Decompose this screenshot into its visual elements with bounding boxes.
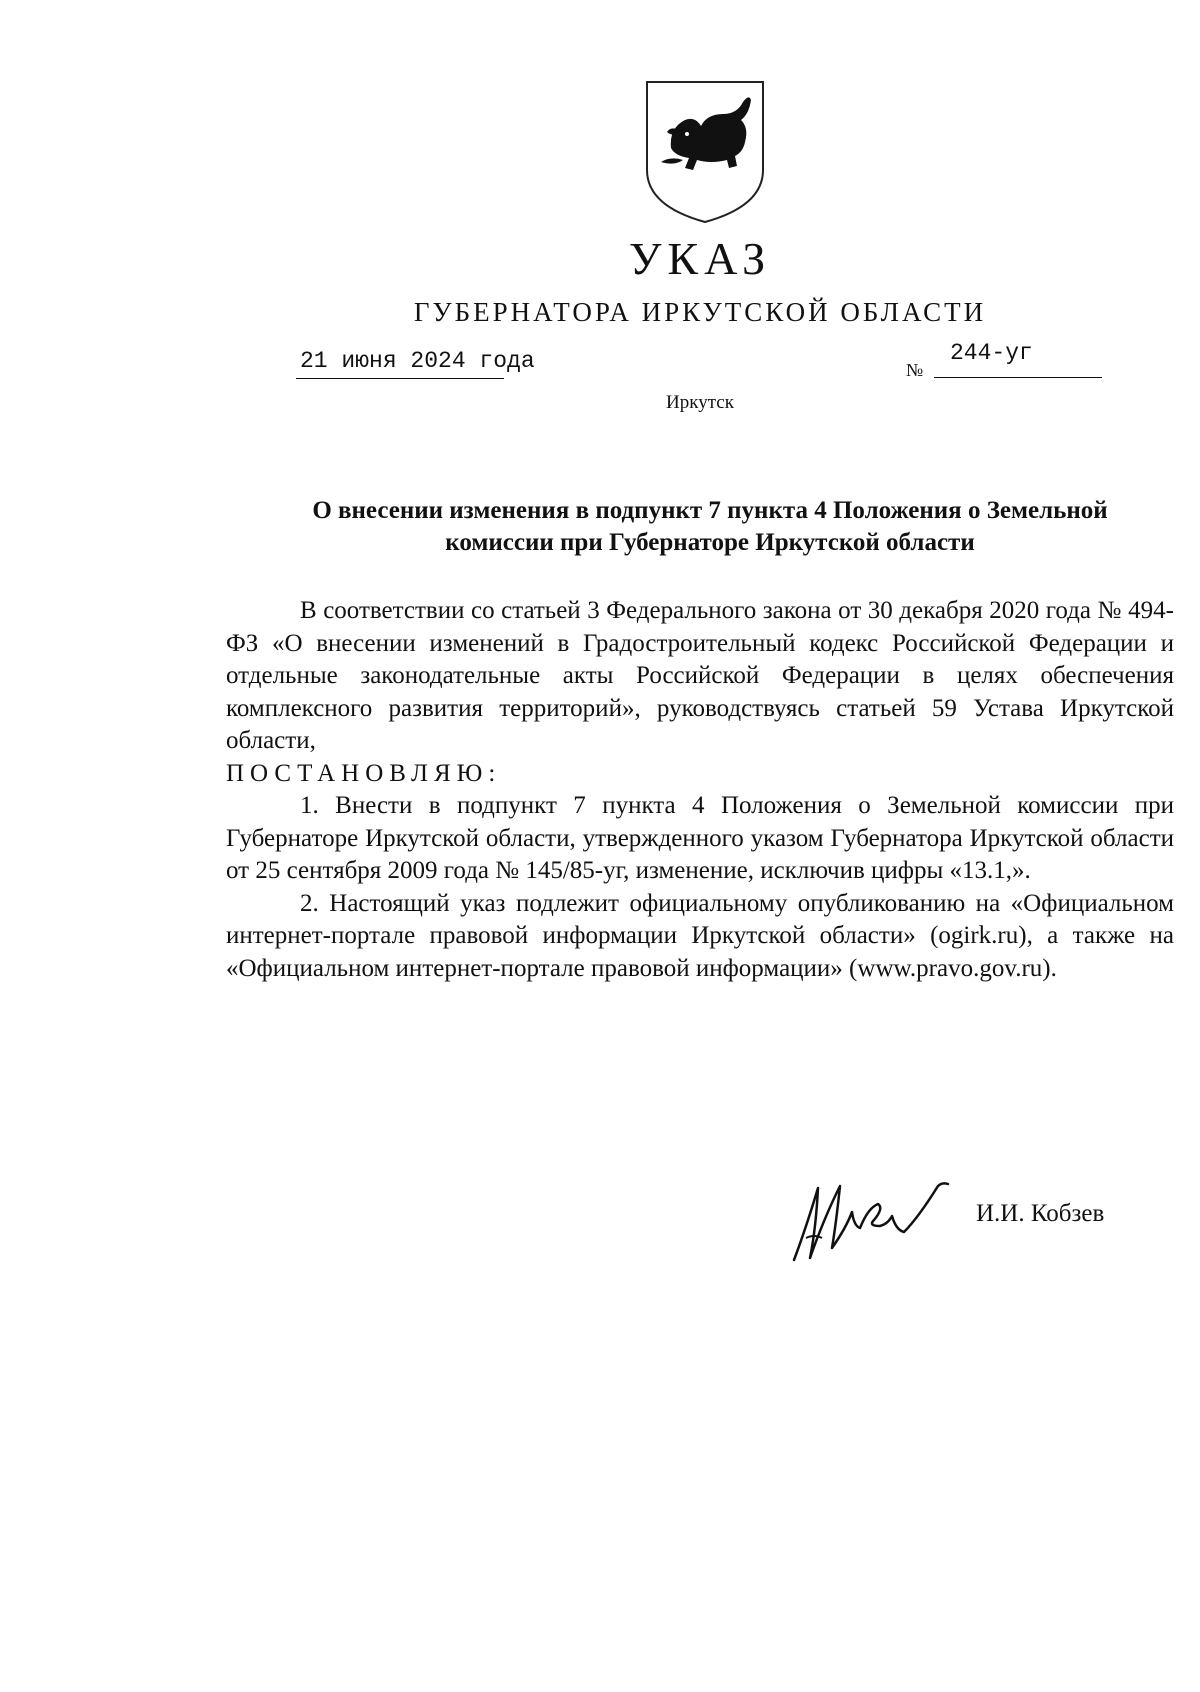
heading-line-1: О внесении изменения в подпункт 7 пункта 4 Положения о Земельной: [312, 497, 1108, 524]
document-body: [226, 595, 1174, 985]
number-underline: [934, 377, 1102, 378]
coat-of-arms-icon: [641, 78, 769, 226]
date-underline: [296, 378, 504, 379]
number-sign: №: [906, 360, 924, 380]
signature-icon: [788, 1168, 960, 1268]
preamble-paragraph: В соответствии со статьей 3 Федерального закона от 30 декабря 2020 года № 494-ФЗ «О внесении изменений в Градостроительный кодекс Российской Федерации и отдельные законодательные акты Российской Федерации в целях обеспечения комплексного развития территорий», руководствуясь статьей 59 Устава Иркутской области,: [226, 597, 1174, 754]
paragraph-2: 2. Настоящий указ подлежит официальному опубликованию на «Официальном интернет-портале правовой информации Иркутской области» (ogirk.ru), а также на «Официальном интернет-портале правовой информации» (www.pravo.gov.ru).: [226, 889, 1174, 982]
heading-line-2: комиссии при Губернаторе Иркутской области: [445, 529, 975, 556]
signer-name: И.И. Кобзев: [976, 1200, 1105, 1227]
document-issuer: ГУБЕРНАТОРА ИРКУТСКОЙ ОБЛАСТИ: [413, 297, 987, 327]
document-title: УКАЗ: [628, 233, 772, 284]
decree-word: ПОСТАНОВЛЯЮ:: [226, 759, 502, 787]
paragraph-1: 1. Внести в подпункт 7 пункта 4 Положения о Земельной комиссии при Губернаторе Иркутской области, утвержденного указом Губернатора Иркутской области от 25 сентября 2009 года № 145/85-уг, изменение, исключив цифры «13.1,».: [226, 792, 1174, 884]
document-heading: [230, 495, 1190, 559]
document-date: 21 июня 2024 года: [300, 348, 535, 374]
document-number: 244-уг: [950, 340, 1033, 366]
document-city: Иркутск: [666, 392, 734, 413]
